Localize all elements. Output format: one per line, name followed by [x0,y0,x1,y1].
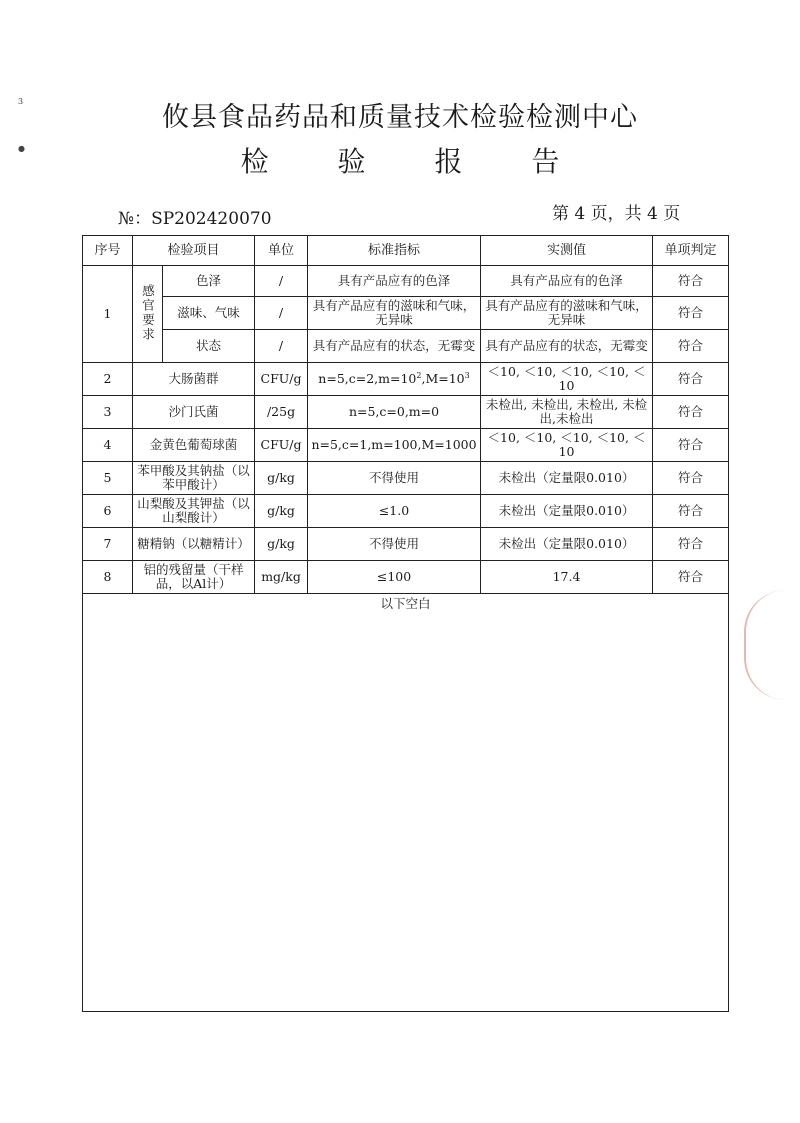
row-measured: 17.4 [481,561,653,594]
row-num: 2 [83,363,133,396]
row-item: 状态 [163,330,255,363]
row-standard: 具有产品应有的状态，无霉变 [308,330,481,363]
row-measured: 具有产品应有的状态，无霉变 [481,330,653,363]
standard-exp-M: 3 [464,370,470,380]
row-measured: ＜10, ＜10, ＜10, ＜10, ＜10 [481,429,653,462]
page-info: 第 4 页，共 4 页 [552,204,681,224]
standard-exp-m: 2 [416,370,422,380]
row-unit: /25g [255,396,308,429]
seal-stamp [744,590,786,700]
row-unit: / [255,266,308,297]
row-standard: 不得使用 [308,462,481,495]
row-item: 苯甲酸及其钠盐（以苯甲酸计） [133,462,255,495]
table-header-row [83,236,729,266]
blank-row [83,594,729,1012]
table-row [83,297,729,330]
row-measured: 未检出, 未检出, 未检出, 未检出,未检出 [481,396,653,429]
row-item: 大肠菌群 [133,363,255,396]
table-row [83,429,729,462]
table-row [83,266,729,297]
table-row [83,561,729,594]
standard-part: n=5,c=2,m=10 [318,371,417,386]
table-row [83,528,729,561]
header-num: 序号 [83,236,133,266]
sensory-label [133,266,163,363]
row-item: 铝的残留量（干样品，以Al计） [133,561,255,594]
table-row [83,363,729,396]
header-measured: 实测值 [481,236,653,266]
row-standard: 具有产品应有的色泽 [308,266,481,297]
row-measured: 具有产品应有的色泽 [481,266,653,297]
row-num: 5 [83,462,133,495]
row-unit: CFU/g [255,363,308,396]
report-table [82,235,729,1012]
row-standard: ≤1.0 [308,495,481,528]
row-unit: / [255,330,308,363]
row-judgement: 符合 [653,266,729,297]
margin-mark: 3 [18,97,24,106]
row-standard: n=5,c=1,m=100,M=1000 [308,429,481,462]
row-judgement: 符合 [653,363,729,396]
row-num: 8 [83,561,133,594]
row-item: 山梨酸及其钾盐（以山梨酸计） [133,495,255,528]
table-row [83,462,729,495]
row-judgement: 符合 [653,297,729,330]
row-unit: g/kg [255,462,308,495]
row-measured: ＜10, ＜10, ＜10, ＜10, ＜10 [481,363,653,396]
row-num: 6 [83,495,133,528]
row-unit: mg/kg [255,561,308,594]
row-standard [308,363,481,396]
header-item: 检验项目 [133,236,255,266]
row-unit: CFU/g [255,429,308,462]
row-standard: 具有产品应有的滋味和气味，无异味 [308,297,481,330]
row-judgement: 符合 [653,396,729,429]
row-judgement: 符合 [653,462,729,495]
row-judgement: 符合 [653,528,729,561]
row-standard: ≤100 [308,561,481,594]
doc-number: №：SP202420070 [118,209,272,229]
row-measured: 未检出（定量限0.010） [481,462,653,495]
table-row [83,396,729,429]
row-measured: 具有产品应有的滋味和气味，无异味 [481,297,653,330]
org-title: 攸县食品药品和质量技术检验检测中心 [162,102,638,133]
margin-dot: ● [18,144,25,153]
row-unit: / [255,297,308,330]
sensory-label-text: 感官要求 [140,283,156,342]
header-standard: 标准指标 [308,236,481,266]
blank-remainder-text: 以下空白 [83,594,729,1012]
row-standard: 不得使用 [308,528,481,561]
row-item: 沙门氏菌 [133,396,255,429]
row-judgement: 符合 [653,495,729,528]
row-unit: g/kg [255,495,308,528]
row-item: 滋味、气味 [163,297,255,330]
row-judgement: 符合 [653,429,729,462]
report-title: 检 验 报 告 [240,145,590,178]
row-standard: n=5,c=0,m=0 [308,396,481,429]
row-measured: 未检出（定量限0.010） [481,495,653,528]
row-item: 糖精钠（以糖精计） [133,528,255,561]
row-unit: g/kg [255,528,308,561]
row-judgement: 符合 [653,330,729,363]
row-num: 1 [83,266,133,363]
table-row [83,330,729,363]
row-num: 4 [83,429,133,462]
row-item: 金黄色葡萄球菌 [133,429,255,462]
row-measured: 未检出（定量限0.010） [481,528,653,561]
header-unit: 单位 [255,236,308,266]
row-num: 3 [83,396,133,429]
row-judgement: 符合 [653,561,729,594]
row-num: 7 [83,528,133,561]
row-item: 色泽 [163,266,255,297]
standard-part-mid: ,M=10 [421,371,465,386]
header-judgement: 单项判定 [653,236,729,266]
table-row [83,495,729,528]
